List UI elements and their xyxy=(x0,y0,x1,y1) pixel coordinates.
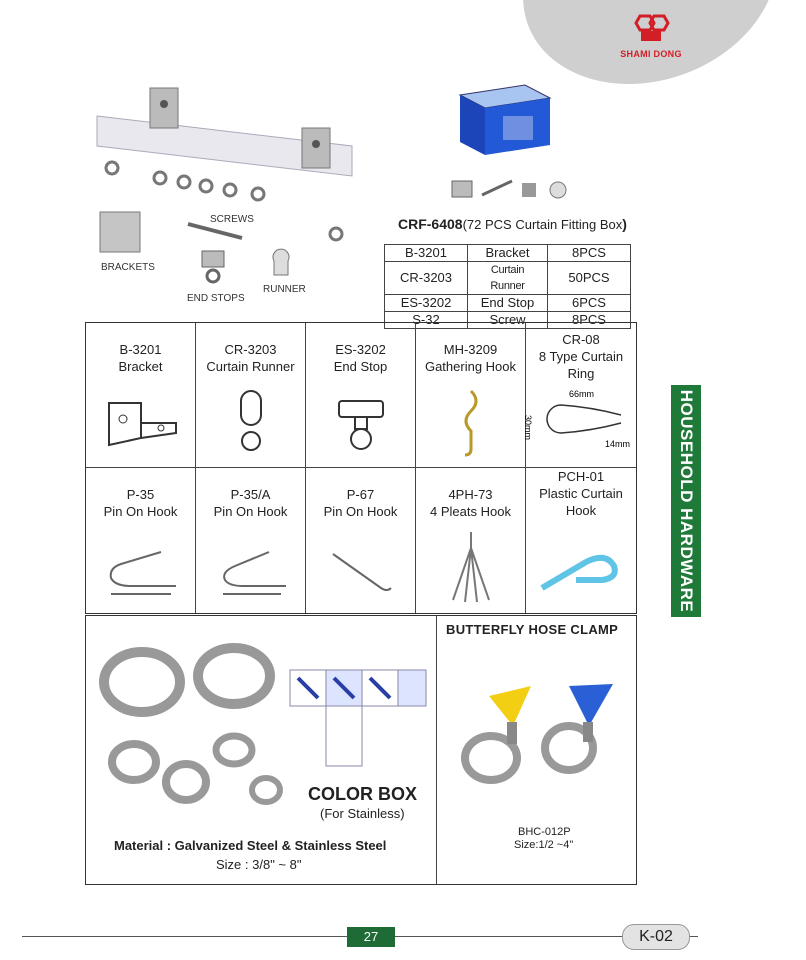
product-code: CR-08 xyxy=(562,332,600,347)
butterfly-title: BUTTERFLY HOSE CLAMP xyxy=(446,622,619,637)
product-code: B-3201 xyxy=(119,342,162,357)
brand-logo xyxy=(616,14,686,59)
table-cell-name: Curtain Runner xyxy=(468,262,548,295)
kit-description: (72 PCS Curtain Fitting Box xyxy=(462,217,623,232)
table-cell-code: CR-3203 xyxy=(385,262,468,295)
table-row xyxy=(385,295,631,312)
kit-close-paren: ) xyxy=(622,216,627,232)
color-box-subtitle: (For Stainless) xyxy=(320,806,405,821)
product-name: Bracket xyxy=(118,359,163,374)
table-cell-code: ES-3202 xyxy=(385,295,468,312)
product-cell-p-35 xyxy=(86,468,196,613)
table-cell-code: S-32 xyxy=(385,312,468,329)
plastic-hook-icon xyxy=(536,550,626,600)
product-name: Pin On Hook xyxy=(213,504,288,519)
end-stop-icon xyxy=(331,395,391,455)
ring-gap-label: 14mm xyxy=(605,439,631,449)
kit-code: CRF-6408 xyxy=(398,216,463,232)
gathering-hook-icon xyxy=(451,387,491,457)
product-name: Pin On Hook xyxy=(103,504,178,519)
pin-hook-icon xyxy=(101,544,181,604)
table-cell-qty: 8PCS xyxy=(548,312,631,329)
butterfly-size: Size:1/2 ~4" xyxy=(514,839,574,851)
size-text: Size : 3/8" ~ 8" xyxy=(216,857,302,872)
product-cell-b-3201 xyxy=(86,323,196,468)
table-cell-qty: 50PCS xyxy=(548,262,631,295)
runner-icon xyxy=(221,393,281,457)
product-code: CR-3203 xyxy=(224,342,277,357)
pleat-hook-icon xyxy=(441,528,501,608)
brand-name: SHAMI DONG xyxy=(620,49,682,59)
product-name: Curtain Runner xyxy=(206,359,295,374)
color-box-title: COLOR BOX xyxy=(308,784,418,804)
table-cell-qty: 8PCS xyxy=(548,245,631,262)
fitting-box-illustration xyxy=(455,80,555,160)
product-name: 8 Type Curtain Ring xyxy=(538,349,624,381)
product-name: Plastic Curtain Hook xyxy=(539,486,623,518)
label-runner: RUNNER xyxy=(263,284,306,295)
hose-clamps-illustration xyxy=(94,632,294,812)
product-cell-es-3202 xyxy=(306,323,416,468)
panel-divider xyxy=(436,616,437,884)
kit-title xyxy=(398,216,627,232)
product-cell-4ph-73 xyxy=(416,468,526,613)
hose-clamp-panel xyxy=(85,615,637,885)
product-name: 4 Pleats Hook xyxy=(430,504,511,519)
bracket-icon xyxy=(101,393,181,453)
product-cell-cr-3203 xyxy=(196,323,306,468)
product-code: P-35/A xyxy=(230,487,271,502)
material-text: Material : Galvanized Steel & Stainless Steel xyxy=(114,838,387,853)
product-code: PCH-01 xyxy=(557,469,605,484)
product-cell-mh-3209 xyxy=(416,323,526,468)
label-end-stops: END STOPS xyxy=(187,293,245,304)
ring-icon xyxy=(523,389,631,453)
product-cell-cr-08 xyxy=(523,323,636,468)
label-brackets: BRACKETS xyxy=(101,262,155,273)
kit-contents-table xyxy=(384,244,631,329)
butterfly-clamp-illustration xyxy=(451,656,631,806)
kit-parts-illustration xyxy=(450,175,575,205)
pin-hook-icon xyxy=(211,544,291,604)
category-side-tab xyxy=(671,385,701,617)
section-code: K-02 xyxy=(622,924,690,950)
page-number: 27 xyxy=(347,927,395,947)
logo-mark-icon xyxy=(628,14,674,44)
product-name: Pin On Hook xyxy=(323,504,398,519)
product-grid xyxy=(85,322,637,614)
pin-hook-icon xyxy=(321,548,401,598)
product-code: ES-3202 xyxy=(335,342,386,357)
product-cell-p-67 xyxy=(306,468,416,613)
ring-width-label: 66mm xyxy=(569,389,595,399)
table-row xyxy=(385,262,631,295)
product-cell-pch-01 xyxy=(526,468,636,613)
product-code: P-67 xyxy=(346,487,375,502)
table-cell-qty: 6PCS xyxy=(548,295,631,312)
ring-height-label: 30mm xyxy=(523,415,533,441)
curtain-track-illustration xyxy=(92,86,372,306)
table-row xyxy=(385,245,631,262)
table-cell-name: End Stop xyxy=(468,295,548,312)
butterfly-code: BHC-012P xyxy=(518,826,571,838)
label-screws: SCREWS xyxy=(210,214,254,225)
color-box-illustration xyxy=(288,668,428,778)
product-code: 4PH-73 xyxy=(448,487,493,502)
category-label: HOUSEHOLD HARDWARE xyxy=(677,389,697,613)
product-code: MH-3209 xyxy=(443,342,498,357)
product-cell-p-35a xyxy=(196,468,306,613)
product-name: Gathering Hook xyxy=(424,359,517,374)
table-cell-name: Bracket xyxy=(468,245,548,262)
product-code: P-35 xyxy=(126,487,155,502)
table-cell-name: Screw xyxy=(468,312,548,329)
product-name: End Stop xyxy=(333,359,388,374)
table-cell-code: B-3201 xyxy=(385,245,468,262)
